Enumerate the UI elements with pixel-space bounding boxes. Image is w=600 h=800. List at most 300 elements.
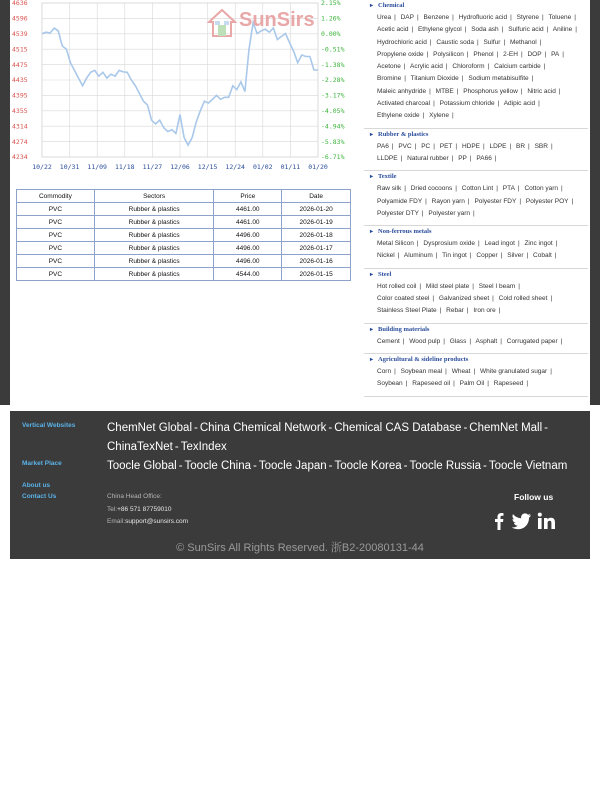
x-tick-label: 12/15 [197,163,218,171]
category-item-link[interactable]: Palm Oil [459,380,485,388]
category-item-link[interactable]: Iron ore [473,307,496,315]
category-item-wrap [460,380,492,387]
category-item-link[interactable]: Sulfuric acid [508,26,544,34]
item-separator: | [518,282,520,290]
category-item-wrap [377,39,435,46]
category-item-wrap [458,155,474,162]
category-item-link[interactable]: Maleic anhydride [377,87,427,95]
item-separator: | [416,240,419,248]
footer-link[interactable]: China Chemical Network [199,422,327,434]
category-item-link[interactable]: Sodium metabisulfite [468,75,529,83]
category-item-link[interactable]: Asphalt [475,337,498,345]
cell-commodity[interactable]: PVC [17,216,95,229]
y-right-tick-label: -2.28% [321,76,345,85]
category-item-wrap [452,368,479,375]
category-title[interactable]: ▸ Agricultural & sideline products [370,356,582,363]
category-item-link[interactable]: LDPE [489,142,507,150]
item-separator: | [487,63,490,71]
category-item-wrap [503,51,526,58]
category-item-wrap [436,88,462,95]
category-items [370,238,582,263]
cell-sector: Rubber & plastics [94,242,214,255]
category-item-wrap [407,155,456,162]
category-item-link[interactable]: PP [458,154,467,162]
category-item-link[interactable]: Hydrochloric acid [377,38,427,46]
y-right-tick-label: 2.15% [321,0,341,8]
item-separator: | [455,185,457,193]
category-item-link[interactable]: Phosphorus yellow [463,87,518,95]
item-separator: | [500,252,503,260]
cell-date: 2026-01-15 [282,268,351,281]
category-item-link[interactable]: Nickel [377,252,395,260]
category-item-link[interactable]: Acetone [377,63,401,71]
category-item-wrap [428,210,477,217]
vertical-websites-label: Vertical Websites [22,422,76,429]
cell-commodity[interactable]: PVC [17,268,95,281]
x-tick-label: 01/02 [253,163,273,171]
cell-sector: Rubber & plastics [94,255,214,268]
item-separator: | [571,197,574,205]
category-item-link[interactable]: Corn [377,367,392,375]
category-item-wrap [446,307,471,314]
category-item-link[interactable]: Sulfur [483,38,501,46]
category-item-link[interactable]: Rebar [446,307,464,315]
cell-price: 4496.00 [214,255,282,268]
about-us-link[interactable]: About us [22,482,51,489]
category-item-wrap [548,14,578,21]
category-item-link[interactable]: Titanium Dioxide [410,75,459,83]
category-item-link[interactable]: Phenol [473,50,494,58]
tel-line [107,506,172,513]
cell-sector: Rubber & plastics [94,229,214,242]
category-item-link[interactable]: Polyester yarn [428,209,470,217]
email-line [107,518,188,525]
category-item-wrap [468,75,536,82]
footer-link[interactable]: Toocle China [184,460,252,472]
item-separator: | [473,367,476,375]
footer-separator: - [463,422,468,434]
category-item-wrap [442,252,474,259]
item-separator: | [405,380,408,388]
item-separator: | [494,154,497,162]
category-item-wrap [377,88,434,95]
footer-link[interactable]: ChemNet Mall [469,422,543,434]
category-item-link[interactable]: Ethylene oxide [377,112,420,120]
category-item-wrap [485,240,523,247]
item-separator: | [497,100,500,108]
category-item-link[interactable]: Rapeseed oil [412,380,451,388]
category-item-wrap [377,14,399,21]
category-item-link[interactable]: Cobalt [533,252,552,260]
category-item-wrap [377,210,427,217]
table-row [17,268,351,281]
category-item-wrap [377,112,427,119]
footer-link[interactable]: ChemNet Global [107,422,193,434]
category-item-link[interactable]: Rayon yarn [431,197,465,205]
item-separator: | [492,295,494,303]
category-block [364,129,588,172]
y-right-tick-label: -4.94% [321,122,345,131]
item-separator: | [561,185,563,193]
category-item-link[interactable]: LLDPE [377,154,398,162]
cell-sector: Rubber & plastics [94,268,214,281]
y-left-tick-label: 4636 [12,0,28,8]
item-separator: | [509,142,512,150]
category-item-link[interactable]: Soda ash [471,26,499,34]
item-separator: | [461,75,464,83]
y-left-tick-label: 4475 [12,60,28,69]
category-block [364,324,588,354]
item-separator: | [526,252,529,260]
category-item-link[interactable]: 2-EH [503,50,518,58]
category-item-link[interactable]: Urea [377,14,392,21]
category-item-link[interactable]: Xylene [429,112,450,120]
y-right-tick-label: 0.00% [321,30,341,38]
category-items [370,336,582,348]
category-item-link[interactable]: Ethylene glycol [417,26,462,34]
item-separator: | [445,367,447,375]
category-item-wrap [508,26,551,33]
footer-link[interactable]: ChinaTexNet [107,441,173,453]
category-item-wrap [377,185,409,192]
category-item-link[interactable]: Galvanized sheet [438,295,490,303]
category-block [364,0,588,129]
category-item-link[interactable]: Rapeseed [493,380,524,388]
item-separator: | [426,50,429,58]
category-item-link[interactable]: Caustic soda [436,38,474,46]
item-separator: | [520,87,523,95]
category-item-link[interactable]: Polyester DTY [377,209,419,217]
category-item-link[interactable]: PA66 [476,154,492,162]
category-item-link[interactable]: Hot rolled coil [377,282,417,290]
category-item-link[interactable]: Copper [476,252,498,260]
email-label: Email: [107,518,126,525]
category-item-link[interactable]: Glass [449,337,467,345]
item-separator: | [419,282,422,290]
item-separator: | [416,14,419,21]
footer-link[interactable]: Toocle Vietnam [488,460,568,472]
category-title[interactable]: ▸ Steel [370,271,582,278]
category-item-link[interactable]: BR [516,142,526,150]
footer-link[interactable]: Chemical CAS Database [334,422,462,434]
category-item-wrap [377,380,410,387]
footer-link[interactable]: Toocle Russia [409,460,482,472]
item-separator: | [483,142,485,150]
footer-link[interactable]: Toocle Korea [334,460,402,472]
footer-separator: - [483,460,487,472]
cell-price: 4496.00 [214,242,282,255]
item-separator: | [455,142,458,150]
category-item-link[interactable]: Metal Silicon [377,240,414,248]
item-separator: | [503,38,506,46]
category-item-wrap [527,51,549,58]
item-separator: | [429,87,431,95]
category-item-link[interactable]: Tin ingot [442,252,467,260]
category-item-link[interactable]: PVC [398,142,412,150]
table-header-row [17,190,351,203]
category-item-link[interactable]: Cotton yarn [524,185,559,193]
category-item-link[interactable]: Stainless Steel Plate [377,307,437,315]
category-item-wrap [423,240,482,247]
category-item-link[interactable]: Polyamide FDY [377,197,423,205]
item-separator: | [451,154,454,162]
category-item-wrap [483,39,508,46]
item-separator: | [574,14,576,21]
logo-text: SunSirs [239,9,315,31]
item-separator: | [429,38,432,46]
category-item-wrap [452,63,492,70]
footer-separator: - [403,460,408,472]
item-separator: | [544,50,547,58]
category-item-wrap [450,338,474,345]
market-place-label: Market Place [22,460,62,467]
category-item-wrap [462,143,488,150]
category-item-wrap [476,252,505,259]
category-items [370,12,582,123]
category-item-wrap [473,51,501,58]
category-item-link[interactable]: DOP [527,50,542,58]
category-item-link[interactable]: Potassium chloride [439,100,495,108]
twitter-icon[interactable] [512,512,532,530]
category-item-link[interactable]: Natural rubber [407,154,449,162]
sunsirs-watermark [207,6,327,42]
category-item-wrap [551,51,567,58]
cell-commodity[interactable]: PVC [17,203,95,216]
item-separator: | [433,100,435,108]
category-item-wrap [503,185,523,192]
category-item-wrap [409,338,448,345]
item-separator: | [543,63,546,71]
category-item-wrap [377,51,431,58]
category-title[interactable]: ▸ Building materials [370,326,582,333]
item-separator: | [421,209,424,217]
footer-link[interactable]: TexIndex [180,441,227,453]
copyright: © SunSirs All Rights Reserved. 浙B2-20080131-44 [176,542,424,554]
category-item-link[interactable]: Toluene [548,14,572,21]
category-title[interactable]: ▸ Non-ferrous metals [370,228,582,235]
item-separator: | [432,295,435,303]
table-row [17,216,351,229]
cell-commodity[interactable]: PVC [17,255,95,268]
category-item-link[interactable]: PA6 [377,142,389,150]
table-row [17,255,351,268]
category-item-link[interactable]: Steel I beam [478,282,516,290]
item-separator: | [469,337,472,345]
item-separator: | [404,75,406,83]
category-item-wrap [526,198,576,205]
y-right-tick-label: -0.51% [321,45,345,54]
category-item-wrap [377,240,422,247]
footer-separator: - [544,422,548,434]
category-item-link[interactable]: Color coated steel [377,295,430,303]
category-item-wrap [432,198,473,205]
category-items [370,141,582,166]
header-sectors: Sectors [94,190,214,203]
category-item-link[interactable]: Cotton Lint [461,185,494,193]
category-item-link[interactable]: Methanol [509,38,537,46]
table-row [17,203,351,216]
item-separator: | [391,142,394,150]
category-item-link[interactable]: Soybean [377,380,403,388]
category-item-link[interactable]: Bromine [377,75,402,83]
category-item-link[interactable]: Raw silk [377,185,402,193]
category-item-link[interactable]: Lead ingot [484,240,515,248]
category-block [364,354,588,397]
category-title[interactable]: ▸ Textile [370,173,582,180]
category-item-link[interactable]: Acetic acid [377,26,409,34]
category-item-link[interactable]: Styrene [516,14,540,21]
category-block [364,171,588,226]
category-item-link[interactable]: Activated charcoal [377,100,431,108]
category-item-link[interactable]: Soybean meal [400,367,443,375]
price-table [16,189,351,281]
footer [10,411,590,559]
x-tick-label: 11/18 [115,163,135,171]
category-block [364,269,588,324]
item-separator: | [476,38,479,46]
category-item-link[interactable]: PTA [502,185,515,193]
category-item-link[interactable]: PC [421,142,431,150]
item-separator: | [400,154,403,162]
item-separator: | [496,50,499,58]
category-item-link[interactable]: Aniline [552,26,573,34]
category-item-wrap [377,307,444,314]
category-item-link[interactable]: Cement [377,337,400,345]
category-item-wrap [377,155,405,162]
category-item-link[interactable]: PA [551,50,560,58]
item-separator: | [466,307,469,315]
category-item-wrap [471,26,506,33]
category-item-link[interactable]: SBR [534,142,548,150]
y-left-tick-label: 4314 [12,122,28,131]
y-left-tick-label: 4435 [12,76,28,85]
item-separator: | [414,142,417,150]
category-item-link[interactable]: Acrylic acid [410,63,443,71]
item-separator: | [411,26,414,34]
category-item-link[interactable]: Polyester FDY [474,197,517,205]
x-tick-label: 01/20 [308,163,328,171]
footer-link[interactable]: Toocle Global [107,460,177,472]
category-item-link[interactable]: Zinc ingot [524,240,553,248]
category-item-wrap [479,283,523,290]
item-separator: | [397,252,400,260]
item-separator: | [519,197,522,205]
x-tick-label: 12/06 [170,163,190,171]
category-item-link[interactable]: Benzene [423,14,450,21]
category-item-link[interactable]: Adipic acid [503,100,536,108]
cell-date: 2026-01-19 [282,216,351,229]
category-item-link[interactable]: MTBE [435,87,454,95]
item-separator: | [517,240,520,248]
category-item-link[interactable]: Cold rolled sheet [498,295,548,303]
cell-date: 2026-01-20 [282,203,351,216]
category-item-wrap [429,112,457,119]
item-separator: | [531,75,534,83]
cell-date: 2026-01-17 [282,242,351,255]
category-item-wrap [377,252,402,259]
category-item-wrap [377,295,437,302]
item-separator: | [558,87,561,95]
item-separator: | [452,112,454,120]
category-item-link[interactable]: PET [439,142,453,150]
category-item-link[interactable]: Chloroform [452,63,485,71]
cell-commodity[interactable]: PVC [17,242,95,255]
item-separator: | [453,380,455,388]
item-separator: | [562,50,564,58]
item-separator: | [517,185,520,193]
y-left-tick-label: 4234 [12,153,28,162]
category-title[interactable]: ▸ Chemical [370,2,582,9]
y-left-tick-label: 4274 [12,137,28,146]
category-item-wrap [494,380,531,387]
category-item-link[interactable]: HDPE [461,142,480,150]
x-tick-label: 10/22 [32,163,52,171]
category-item-link[interactable]: Wood pulp [409,337,441,345]
frame-left [0,0,10,405]
item-separator: | [422,112,425,120]
header-date: Date [282,190,351,203]
category-item-link[interactable]: Aluminum [403,252,433,260]
category-item-wrap [411,75,467,82]
category-item-wrap [476,155,499,162]
category-item-link[interactable]: Polyester POY [525,197,569,205]
office-label: China Head Office: [107,493,162,500]
category-title[interactable]: ▸ Rubber & plastics [370,131,582,138]
category-item-link[interactable]: Corrugated paper [506,337,558,345]
email-value[interactable]: support@sunsirs.com [125,518,189,525]
category-item-link[interactable]: Dysprosium oxide [423,240,476,248]
cell-commodity[interactable]: PVC [17,229,95,242]
category-item-wrap [377,198,430,205]
category-item-link[interactable]: Hydrofluoric acid [458,14,508,21]
category-item-link[interactable]: DAP [400,14,414,21]
item-separator: | [394,14,396,21]
vertical-links-row2 [107,441,227,453]
cell-date: 2026-01-18 [282,229,351,242]
category-item-link[interactable]: Nitric acid [527,87,556,95]
category-item-wrap [480,368,555,375]
item-separator: | [510,14,512,21]
y-left-tick-label: 4596 [12,14,28,23]
category-item-link[interactable]: Polysilicon [433,50,464,58]
category-item-wrap [436,39,481,46]
category-item-link[interactable]: Wheat [451,367,471,375]
category-item-wrap [439,295,497,302]
item-separator: | [456,87,459,95]
category-item-wrap [524,240,560,247]
category-item-link[interactable]: Mild steel plate [425,282,470,290]
category-item-wrap [418,26,469,33]
footer-link[interactable]: Toocle Japan [258,460,327,472]
vertical-links-row1 [107,422,550,434]
contact-us-link[interactable]: Contact Us [22,493,57,500]
footer-separator: - [194,422,198,434]
category-item-link[interactable]: Silver [507,252,524,260]
item-separator: | [439,307,442,315]
category-item-link[interactable]: Propylene oxide [377,50,424,58]
category-item-link[interactable]: Dried cocoons [410,185,453,193]
facebook-icon[interactable] [489,512,509,530]
category-item-link[interactable]: White granulated sugar [480,367,548,375]
category-item-link[interactable]: Calcium carbide [494,63,541,71]
category-item-wrap [426,283,477,290]
item-separator: | [467,197,470,205]
category-item-wrap [411,185,460,192]
category-item-wrap [494,63,548,70]
category-item-wrap [377,143,397,150]
linkedin-icon[interactable] [537,512,557,530]
cell-price: 4544.00 [214,268,282,281]
